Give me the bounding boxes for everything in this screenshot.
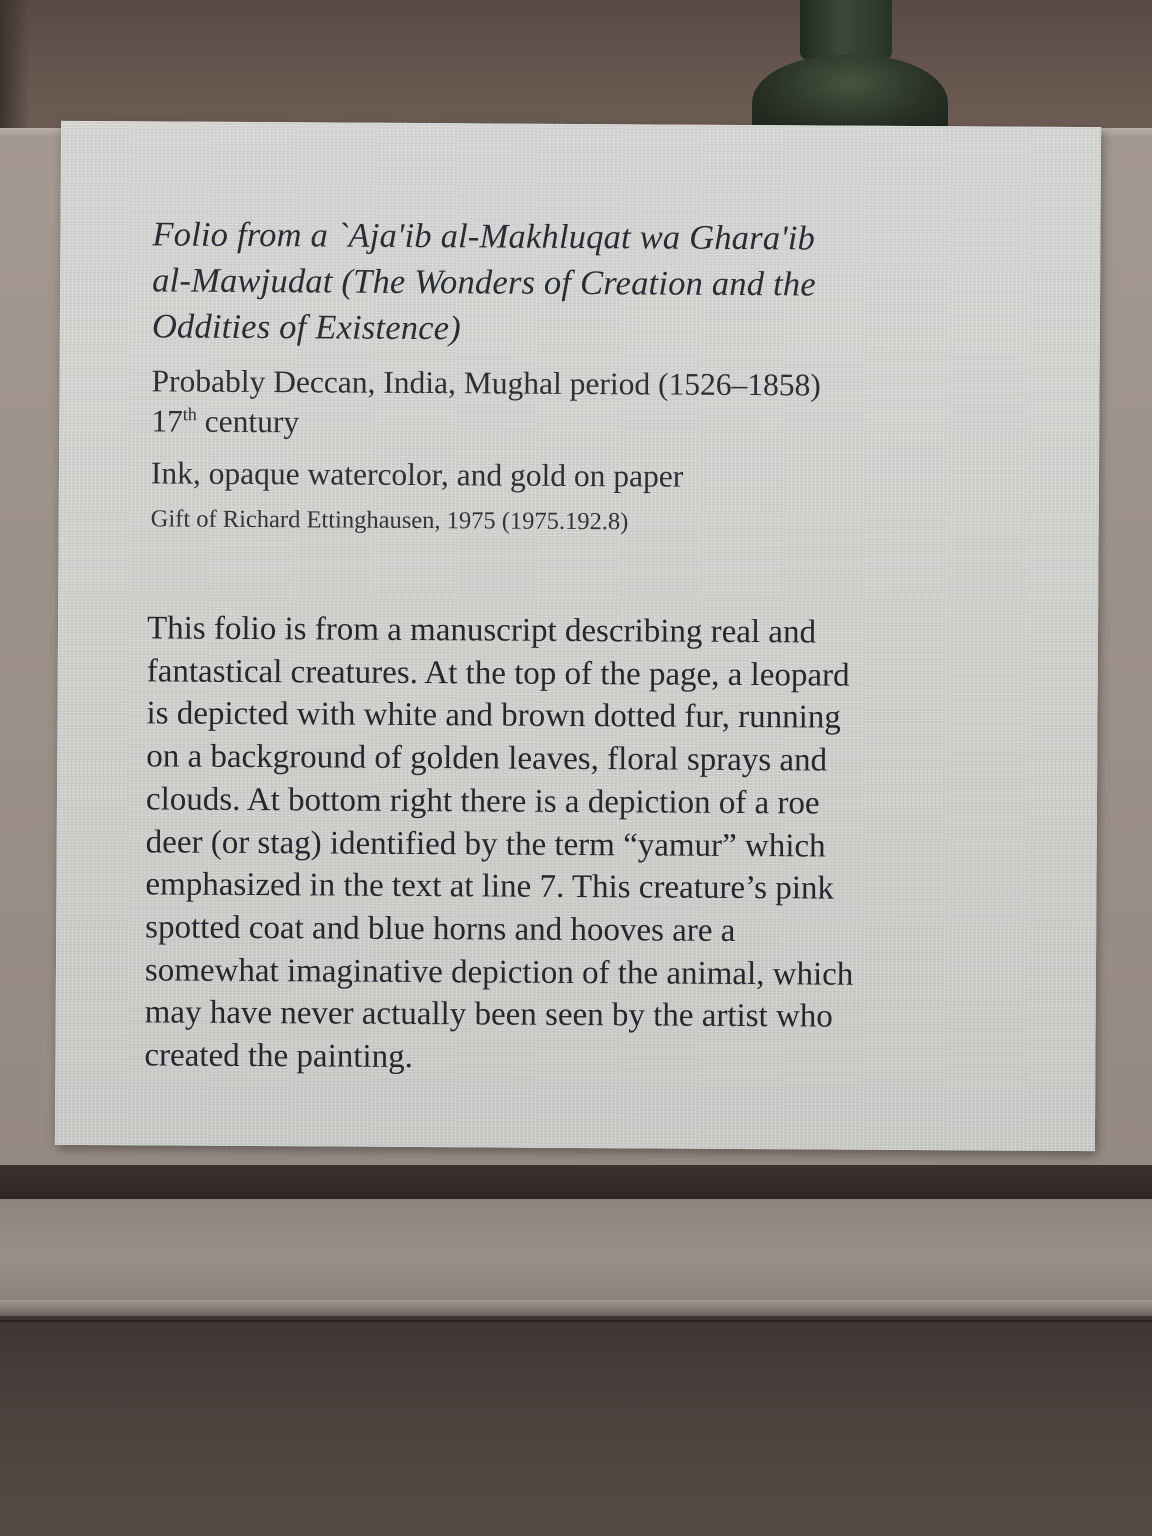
title-line: Oddities of Existence) <box>151 307 462 348</box>
bronze-object-stem <box>800 0 892 60</box>
title-line: Folio from a `Aja'ib al-Makhluqat wa Ghara'ib <box>152 215 816 258</box>
artwork-date <box>151 401 1031 446</box>
lower-ledge-edge <box>0 1300 1152 1316</box>
description-line: may have never actually been seen by the artist who <box>144 994 833 1035</box>
case-floor-seam <box>0 1320 1152 1322</box>
label-content <box>144 211 1032 1082</box>
description-line: spotted coat and blue horns and hooves are a <box>145 909 736 949</box>
ledge-shadow <box>0 1165 1152 1199</box>
description-line: emphasized in the text at line 7. This creature’s pink <box>145 866 835 907</box>
description-line: somewhat imaginative depiction of the animal, which <box>144 951 854 993</box>
description-line: on a background of golden leaves, floral sprays and <box>146 738 828 779</box>
description-line: is depicted with white and brown dotted fur, running <box>146 695 841 737</box>
lower-ledge <box>0 1199 1152 1311</box>
description-line: deer (or stag) identified by the term “yamur” which <box>145 823 826 865</box>
century-word: century <box>196 403 300 440</box>
century-suffix: th <box>182 404 197 425</box>
description-line: fantastical creatures. At the top of the page, a leopard <box>146 653 850 694</box>
century-number: 17 <box>151 403 183 439</box>
title-line: al-Mawjudat (The Wonders of Creation and the <box>152 261 816 304</box>
case-back-wall <box>0 0 1152 135</box>
credit-line: Gift of Richard Ettinghausen, 1975 (1975.192.8) <box>150 505 629 536</box>
museum-label-card <box>55 121 1101 1151</box>
case-floor <box>0 1316 1152 1536</box>
case-corner-shadow <box>0 0 30 135</box>
artwork-origin: Probably Deccan, India, Mughal period (1526–1858) <box>151 363 821 403</box>
description-line: created the painting. <box>144 1037 414 1076</box>
bronze-object-base <box>752 55 948 135</box>
description-line: This folio is from a manuscript describing real and <box>146 610 817 651</box>
artwork-title <box>152 211 1033 354</box>
description-line: clouds. At bottom right there is a depiction of a roe <box>145 781 820 822</box>
artwork-description <box>144 607 1030 1082</box>
artwork-medium: Ink, opaque watercolor, and gold on paper <box>150 455 684 494</box>
